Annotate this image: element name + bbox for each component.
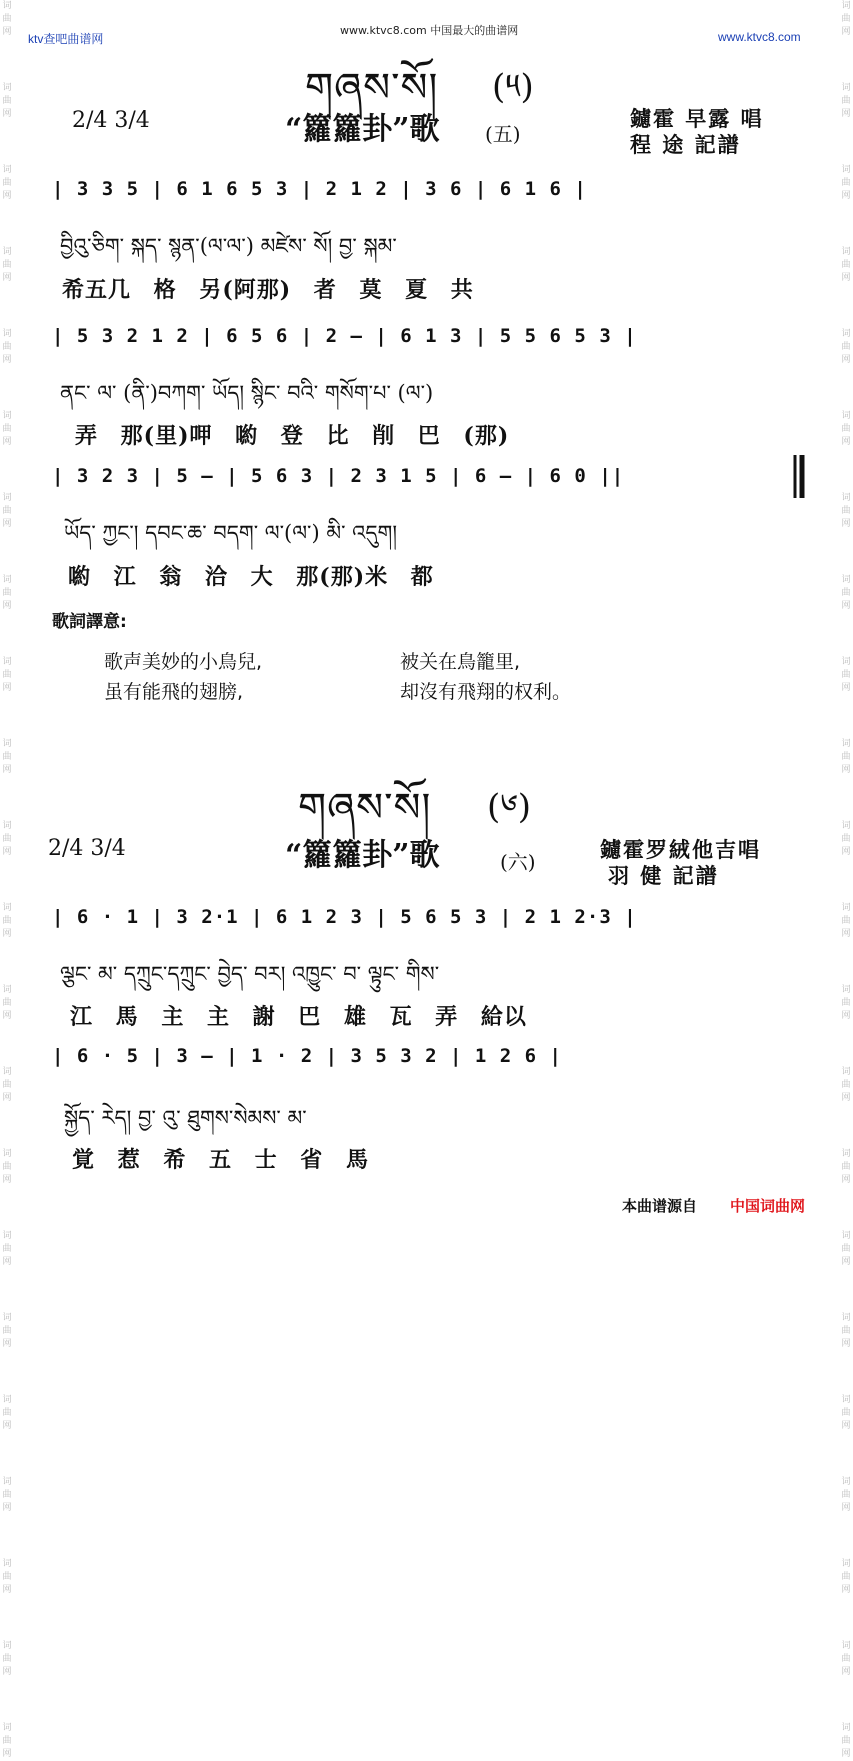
edge-watermark-text: 词曲网 bbox=[2, 739, 12, 775]
chinese-lyrics: 喲 江 翁 洽 大 那(那)米 都 bbox=[68, 564, 434, 590]
notation-line: | 6 · 1 | 3 2·1 | 6 1 2 3 | 5 6 5 3 | 2 1 2·3 | bbox=[52, 906, 637, 928]
song-title-2: “籮籮卦”歌 bbox=[285, 838, 440, 873]
edge-watermark-text: 词曲网 bbox=[841, 247, 851, 283]
edge-watermark-text: 词曲网 bbox=[841, 1477, 851, 1513]
song-number-1: (༥) bbox=[492, 67, 534, 107]
site-url-right[interactable]: www.ktvc8.com bbox=[718, 30, 801, 44]
chinese-lyrics: 江 馬 主 主 謝 巴 雄 瓦 弄 給以 bbox=[70, 1004, 527, 1030]
edge-watermark-text: 词曲网 bbox=[841, 985, 851, 1021]
footer-source-label: 本曲谱源自 bbox=[622, 1197, 698, 1215]
edge-watermark-text: 词曲网 bbox=[2, 1477, 12, 1513]
edge-watermark-text: 词曲网 bbox=[2, 1559, 12, 1595]
gloss-line-2a: 虽有能飛的翅膀, bbox=[104, 681, 244, 703]
edge-watermark-text: 词曲网 bbox=[2, 1641, 12, 1677]
notation-line: | 6 · 5 | 3 — | 1 · 2 | 3 5 3 2 | 1 2 6 | bbox=[52, 1045, 562, 1067]
edge-watermark-text: 词曲网 bbox=[2, 1, 12, 37]
edge-watermark-text: 词曲网 bbox=[841, 165, 851, 201]
time-signature-2: 2/4 3/4 bbox=[48, 836, 126, 861]
edge-watermark-text: 词曲网 bbox=[841, 1641, 851, 1677]
gloss-heading: 歌詞譯意: bbox=[52, 612, 127, 632]
credit-transcriber-2: 羽 健 記譜 bbox=[608, 863, 719, 888]
edge-watermark-text: 词曲网 bbox=[2, 1395, 12, 1431]
edge-watermark-text: 词曲网 bbox=[841, 1395, 851, 1431]
edge-watermark-text: 词曲网 bbox=[841, 1231, 851, 1267]
tibetan-title-2: གཞས་སོ། bbox=[298, 785, 432, 831]
song-subtitle-1: (五) bbox=[485, 122, 521, 146]
edge-watermark-text: 词曲网 bbox=[841, 575, 851, 611]
chinese-lyrics: 弄 那(里)呷 喲 登 比 削 巴 (那) bbox=[75, 423, 510, 449]
credit-transcriber-1: 程 途 記譜 bbox=[630, 132, 741, 157]
notation-line: | 3 2 3 | 5 — | 5 6 3 | 2 3 1 5 | 6 — | 6 0 || bbox=[52, 465, 625, 487]
notation-line: | 5 3 2 1 2 | 6 5 6 | 2 — | 6 1 3 | 5 5 6 5 3 | bbox=[52, 325, 637, 347]
edge-watermark-text: 词曲网 bbox=[841, 1, 851, 37]
edge-watermark-text: 词曲网 bbox=[2, 83, 12, 119]
footer-site-link[interactable]: 中国词曲网 bbox=[730, 1197, 806, 1215]
tibetan-lyrics: ཡོད་ ཀྱང་། དབང་ཆ་ བདག་ ལ་(ལ་) མི་ འདུག། bbox=[64, 521, 397, 545]
edge-watermark-text: 词曲网 bbox=[841, 329, 851, 365]
edge-watermark-text: 词曲网 bbox=[2, 1313, 12, 1349]
tibetan-lyrics: བྱིའུ་ཅིག་ སྐད་ སྙན་(ལ་ལ་) མཛེས་ སོ། བྱ་ སྐམ་ bbox=[60, 234, 397, 258]
song-subtitle-2: (六) bbox=[500, 850, 536, 874]
tibetan-lyrics: ལྕང་ མ་ དཀྲུང་དཀྲུང་ བྱེད་ བར། འཁྱུང་ བ་ ལྟུང་ གིས་ bbox=[60, 962, 440, 986]
time-signature-1: 2/4 3/4 bbox=[72, 108, 150, 133]
tibetan-lyrics: སྐྱོད་ རེད། བྱ་ འུ་ ཐུགས་སེམས་ མ་ bbox=[64, 1106, 307, 1130]
edge-watermark-text: 词曲网 bbox=[2, 1723, 12, 1759]
edge-watermark-text: 词曲网 bbox=[841, 1067, 851, 1103]
tibetan-lyrics: ནང་ ལ་ (ནི་)བཀག་ ཡོད། སྙིང་ བའི་ གསོག་པ་ (ལ་) bbox=[60, 381, 434, 405]
edge-watermark-text: 词曲网 bbox=[2, 411, 12, 447]
chinese-lyrics: 希五几 格 另(阿那) 者 莫 夏 共 bbox=[62, 277, 474, 303]
site-name-left[interactable]: ktv查吧曲谱网 bbox=[28, 32, 104, 46]
edge-watermark-text: 词曲网 bbox=[2, 903, 12, 939]
edge-watermark-text: 词曲网 bbox=[2, 1149, 12, 1185]
edge-watermark-text: 词曲网 bbox=[841, 1723, 851, 1759]
notation-line: | 3 3 5 | 6 1 6 5 3 | 2 1 2 | 3 6 | 6 1 6 | bbox=[52, 178, 587, 200]
edge-watermark-text: 词曲网 bbox=[841, 411, 851, 447]
credit-singer-1: 鑢霍 早露 唱 bbox=[630, 106, 764, 131]
song-title-1: “籮籮卦”歌 bbox=[285, 112, 440, 147]
edge-watermark-text: 词曲网 bbox=[2, 575, 12, 611]
edge-watermark-text: 词曲网 bbox=[2, 657, 12, 693]
edge-watermark-text: 词曲网 bbox=[841, 1559, 851, 1595]
gloss-line-1a: 歌声美妙的小鳥兒, bbox=[104, 651, 263, 673]
edge-watermark-text: 词曲网 bbox=[2, 493, 12, 529]
edge-watermark-text: 词曲网 bbox=[2, 165, 12, 201]
edge-watermark-text: 词曲网 bbox=[2, 247, 12, 283]
edge-watermark-text: 词曲网 bbox=[841, 1149, 851, 1185]
edge-watermark-text: 词曲网 bbox=[2, 1231, 12, 1267]
edge-watermark-text: 词曲网 bbox=[2, 821, 12, 857]
edge-watermark-text: 词曲网 bbox=[841, 821, 851, 857]
edge-watermark-text: 词曲网 bbox=[841, 739, 851, 775]
gloss-line-2b: 却沒有飛翔的权利。 bbox=[400, 681, 572, 703]
edge-watermark-text: 词曲网 bbox=[841, 903, 851, 939]
edge-watermark-text: 词曲网 bbox=[2, 329, 12, 365]
tibetan-title-1: གཞས་སོ། bbox=[305, 65, 439, 111]
edge-watermark-text: 词曲网 bbox=[2, 1067, 12, 1103]
credit-singer-2: 鑢霍罗絨他吉唱 bbox=[600, 837, 761, 862]
song-number-2: (༦) bbox=[487, 787, 532, 827]
edge-watermark-text: 词曲网 bbox=[2, 985, 12, 1021]
edge-watermark-text: 词曲网 bbox=[841, 493, 851, 529]
gloss-line-1b: 被关在鳥籠里, bbox=[400, 651, 521, 673]
edge-watermark-text: 词曲网 bbox=[841, 657, 851, 693]
chinese-lyrics: 覚 惹 希 五 士 省 馬 bbox=[72, 1147, 369, 1173]
edge-watermark-text: 词曲网 bbox=[841, 1313, 851, 1349]
site-url-center[interactable]: www.ktvc8.com 中国最大的曲谱网 bbox=[340, 24, 519, 37]
edge-watermark-text: 词曲网 bbox=[841, 83, 851, 119]
